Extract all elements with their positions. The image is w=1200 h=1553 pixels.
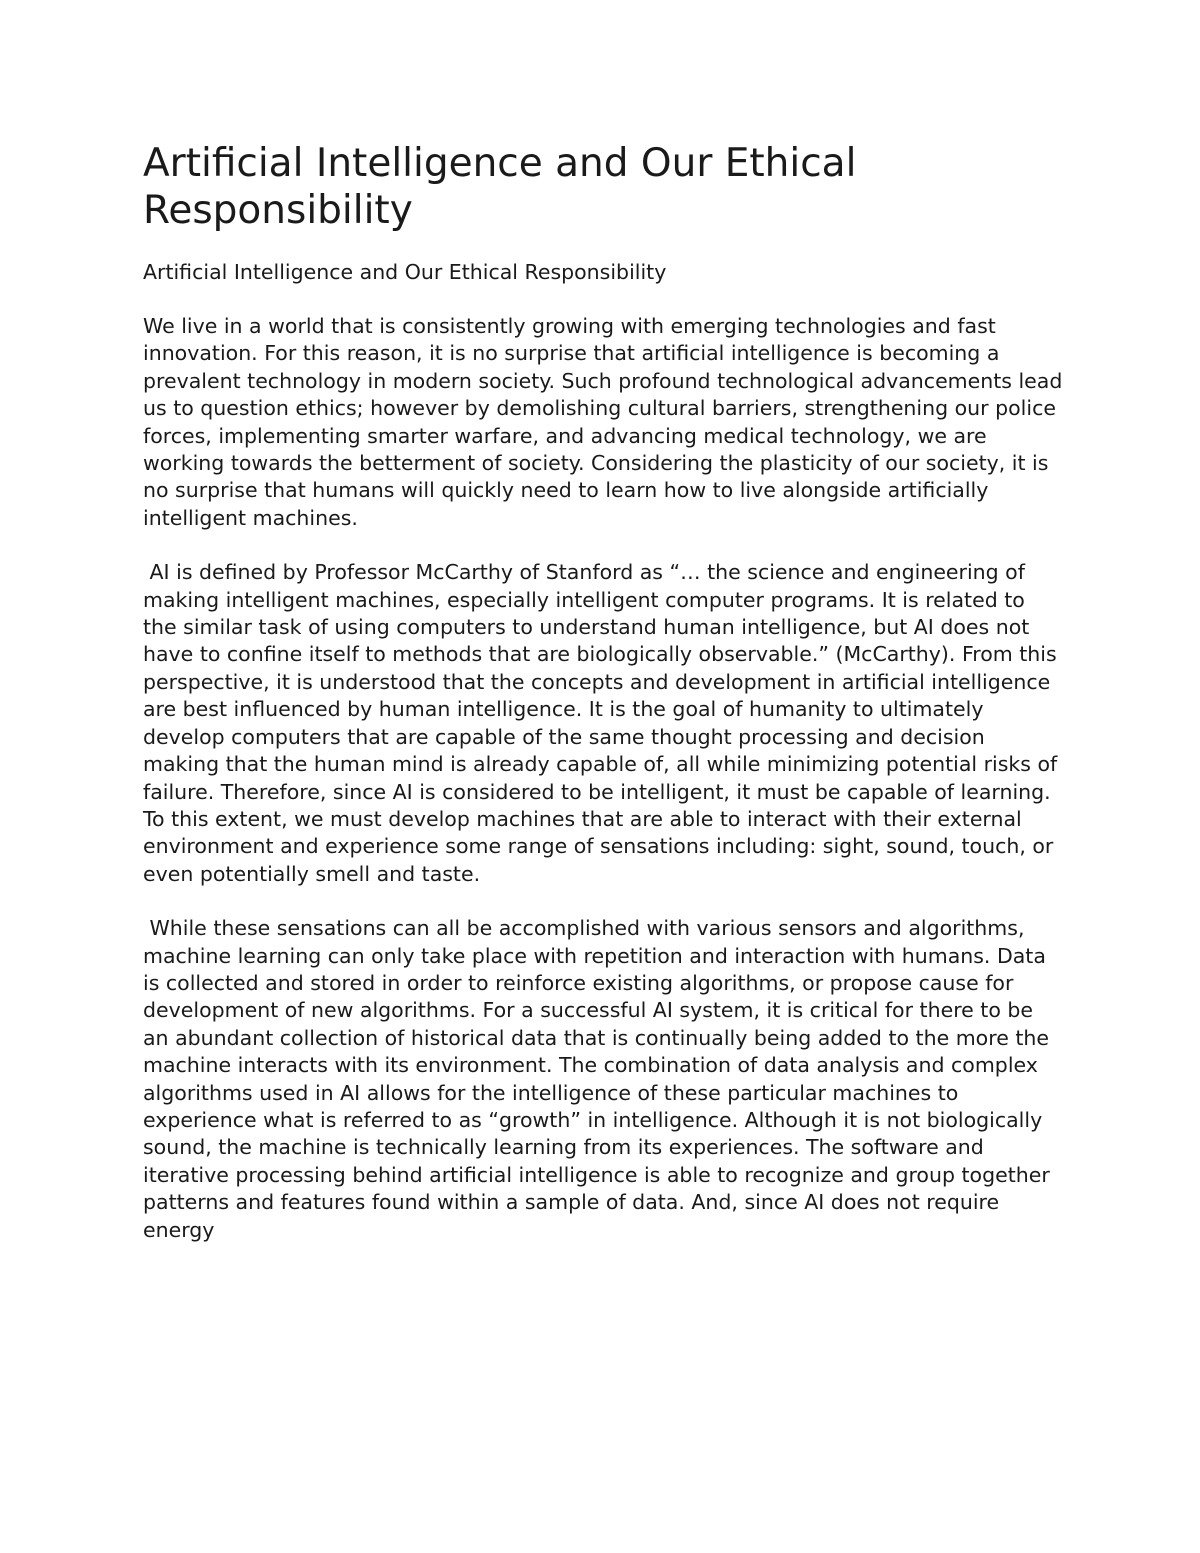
paragraph-2: AI is defined by Professor McCarthy of Stanford as “… the science and engineering of making intelligent machines, especially intelligent computer programs. It is related to the similar task of using computers to understand human intelligence, but AI does not have to confine itself to methods that are biologically observable.” (McCarthy). From this perspective, it is understood that the concepts and development in artificial intelligence are best influenced by human intelligence. It is the goal of humanity to ultimately develop computers that are capable of the same thought processing and decision making that the human mind is already capable of, all while minimizing potential risks of failure. Therefore, since AI is considered to be intelligent, it must be capable of learning. To this extent, we must develop machines that are able to interact with their external environment and experience some range of sensations including: sight, sound, touch, or even potentially smell and taste. [143,560,1064,886]
paragraph-3: While these sensations can all be accomplished with various sensors and algorithms, machine learning can only take place with repetition and interaction with humans. Data is collected and stored in order to reinforce existing algorithms, or propose cause for development of new algorithms. For a successful AI system, it is critical for there to be an abundant collection of historical data that is continually being added to the more the machine interacts with its environment. The combination of data analysis and complex algorithms used in AI allows for the intelligence of these particular machines to experience what is referred to as “growth” in intelligence. Although it is not biologically sound, the machine is technically learning from its experiences. The software and iterative processing behind artificial intelligence is able to recognize and group together patterns and features found within a sample of data. And, since AI does not require energy [143,916,1057,1242]
document-subtitle: Artificial Intelligence and Our Ethical Responsibility [143,260,667,284]
paragraph-1: We live in a world that is consistently growing with emerging technologies and fast innovation. For this reason, it is no surprise that artificial intelligence is becoming a prevalent technology in modern society. Such profound technological advancements lead us to question ethics; however by demolishing cultural barriers, strengthening our police forces, implementing smarter warfare, and advancing medical technology, we are working towards the betterment of society. Considering the plasticity of our society, it is no surprise that humans will quickly need to learn how to live alongside artificially intelligent machines. [143,314,1069,530]
document-title: Artificial Intelligence and Our Ethical Responsibility [143,141,857,233]
document-body [143,140,1069,1244]
